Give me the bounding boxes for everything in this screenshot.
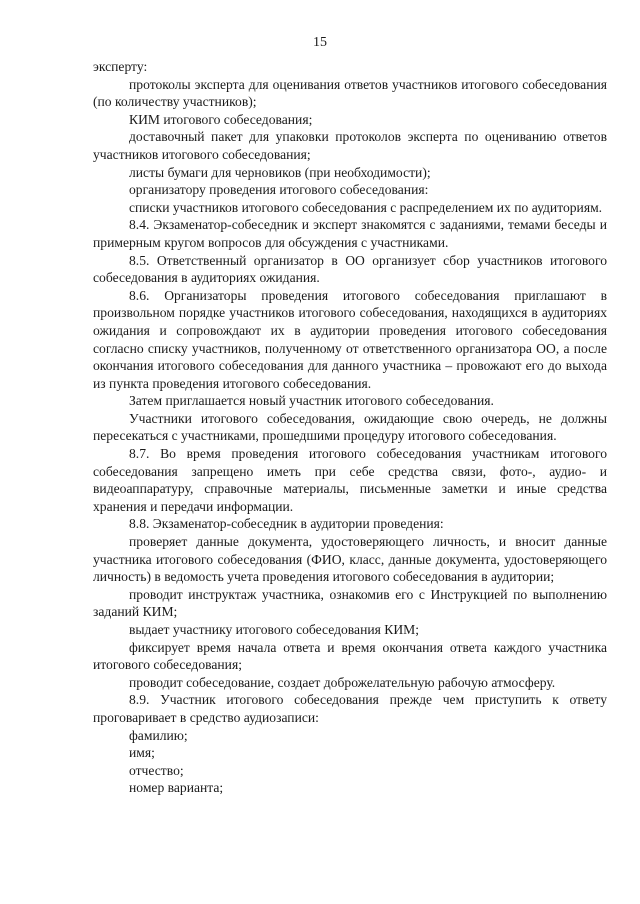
list-item-instruction: проводит инструктаж участника, ознакомив его с Инструкцией по выполнению заданий КИМ; bbox=[93, 586, 607, 620]
list-item-variant-number: номер варианта; bbox=[129, 780, 224, 796]
list-item-draft-sheets: листы бумаги для черновиков (при необходимости); bbox=[129, 164, 431, 180]
list-item-conduct-interview: проводит собеседование, создает доброжелательную рабочую атмосферу. bbox=[129, 674, 556, 690]
list-item-kim: КИМ итогового собеседования; bbox=[129, 111, 313, 127]
list-item-expert-protocols: протоколы эксперта для оценивания ответов участников итогового собеседования (по количеству участников); bbox=[93, 76, 607, 110]
list-item-participant-lists: списки участников итогового собеседования с распределением их по аудиториям. bbox=[129, 199, 603, 215]
list-item-record-time: фиксирует время начала ответа и время окончания ответа каждого участника итогового собеседования; bbox=[93, 639, 607, 673]
clause-8-9: 8.9. Участник итогового собеседования прежде чем приступить к ответу проговаривает в средство аудиозаписи: bbox=[93, 692, 607, 725]
list-item-delivery-package: доставочный пакет для упаковки протоколов эксперта по оцениванию ответов участников итогового собеседования; bbox=[93, 129, 607, 162]
list-item-patronymic: отчество; bbox=[129, 762, 184, 778]
list-item-issue-kim: выдает участнику итогового собеседования КИМ; bbox=[129, 622, 420, 637]
list-item-check-documents: проверяет данные документа, удостоверяющего личность, и вносит данные участника итогового собеседования (ФИО, класс, данные документа, удостоверяющего личность) в ведомость учета проведения итогового собеседования в аудитории; bbox=[93, 534, 607, 585]
paragraph-waiting-participants: Участники итогового собеседования, ожидающие свою очередь, не должны пересекаться с участниками, прошедшими процедуру итогового собеседования. bbox=[93, 410, 607, 444]
paragraph-next-participant: Затем приглашается новый участник итогового собеседования. bbox=[129, 393, 494, 409]
list-item-surname: фамилию; bbox=[129, 727, 188, 743]
clause-8-5: 8.5. Ответственный организатор в ОО организует сбор участников итогового собеседования в аудиториях ожидания. bbox=[93, 252, 607, 286]
clause-8-4: 8.4. Экзаменатор-собеседник и эксперт знакомятся с заданиями, темами беседы и примерным кругом вопросов для обсуждения с участниками. bbox=[93, 217, 607, 250]
page-number: 15 bbox=[313, 35, 327, 50]
paragraph-expert-heading: эксперту: bbox=[93, 59, 148, 74]
paragraph-organizer-heading: организатору проведения итогового собеседования: bbox=[129, 182, 429, 198]
list-item-name: имя; bbox=[129, 745, 155, 761]
clause-8-7: 8.7. Во время проведения итогового собеседования участникам итогового собеседования запрещено иметь при себе средства связи, фото-, аудио- и видеоаппаратуру, справочные материалы, письменные заметки и иные средства хранения и передачи информации. bbox=[93, 446, 607, 514]
document-body bbox=[93, 58, 607, 797]
clause-8-8: 8.8. Экзаменатор-собеседник в аудитории проведения: bbox=[129, 516, 444, 532]
clause-8-6: 8.6. Организаторы проведения итогового собеседования приглашают в произвольном порядке участников итогового собеседования, находящихся в аудиториях ожидания и сопровождают их в аудитории проведения итогового собеседования согласно списку участников, полученному от ответственного организатора ОО, а после окончания итогового собеседования для данного участника – провожают его до выхода из пункта проведения итогового собеседования. bbox=[93, 287, 607, 391]
